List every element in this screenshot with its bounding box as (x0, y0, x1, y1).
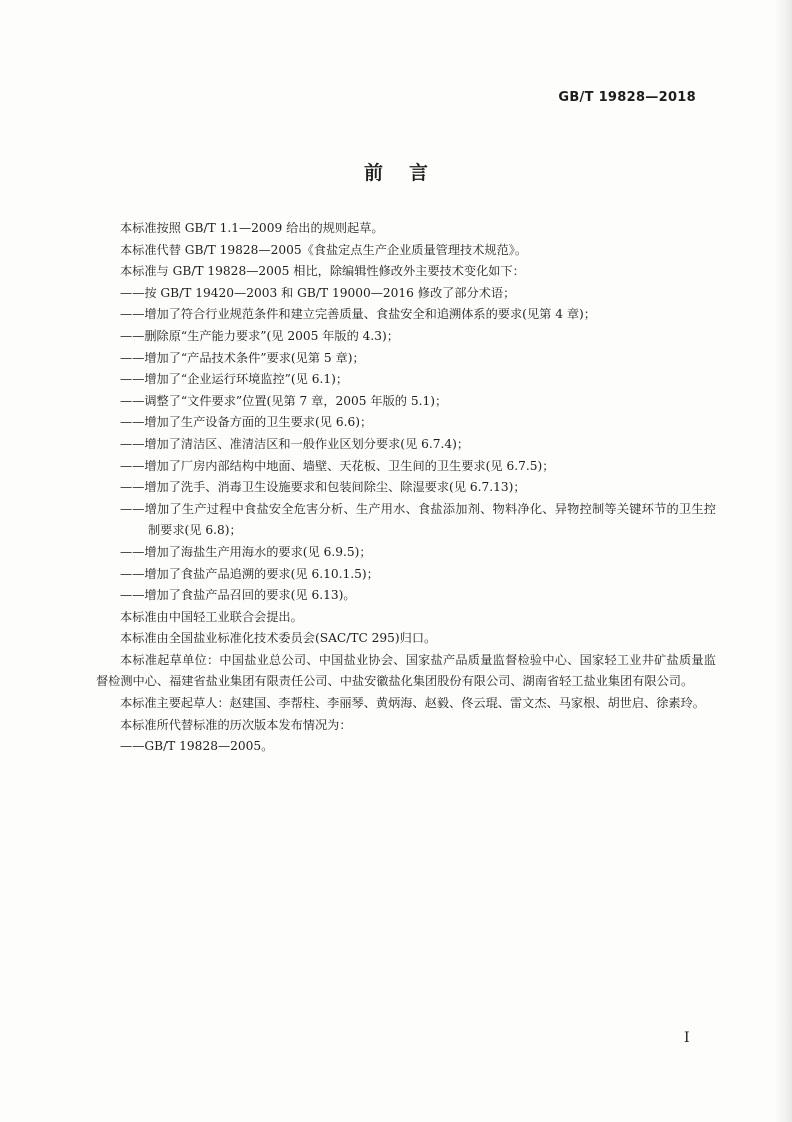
paragraph-drafting-rules: 本标准按照 GB/T 1.1—2009 给出的规则起草。 (120, 221, 384, 235)
history-item: ——GB/T 19828—2005。 (120, 739, 274, 754)
change-item: ——增加了清洁区、准清洁区和一般作业区划分要求(见 6.7.4)； (120, 436, 470, 451)
change-item: ——增加了食盐产品召回的要求(见 6.13)。 (120, 588, 356, 603)
standard-number: GB/T 19828—2018 (558, 90, 696, 105)
paragraph-changes-intro: 本标准与 GB/T 19828—2005 相比，除编辑性修改外主要技术变化如下： (120, 264, 525, 279)
page-number: I (684, 1030, 690, 1046)
change-item: ——删除原“生产能力要求”(见 2005 年版的 4.3)； (120, 328, 399, 343)
foreword-body (96, 218, 716, 758)
paragraph-proposed-by: 本标准由中国轻工业联合会提出。 (120, 609, 303, 624)
paragraph-drafting-units: 本标准起草单位：中国盐业总公司、中国盐业协会、国家盐产品质量监督检验中心、国家轻工业井矿盐质量监督检测中心、福建省盐业集团有限责任公司、中盐安徽盐化集团股份有限公司、湖南省轻工盐业集团有限公司。 (96, 652, 716, 689)
page-title: 前言 (363, 162, 454, 184)
change-item: ——增加了厂房内部结构中地面、墙壁、天花板、卫生间的卫生要求(见 6.7.5)； (120, 458, 555, 473)
change-item: ——增加了符合行业规范条件和建立完善质量、食盐安全和追溯体系的要求(见第 4 章)； (120, 307, 596, 322)
change-item: ——增加了生产过程中食盐安全危害分析、生产用水、食盐添加剂、物料净化、异物控制等关键环节的卫生控制要求(见 6.8)； (120, 501, 716, 538)
change-item: ——增加了“企业运行环境监控”(见 6.1)； (120, 372, 349, 387)
change-item: ——调整了“文件要求”位置(见第 7 章，2005 年版的 5.1)； (120, 393, 448, 408)
change-item: ——增加了海盐生产用海水的要求(见 6.9.5)； (120, 544, 372, 559)
change-item: ——增加了洗手、消毒卫生设施要求和包装间除尘、除湿要求(见 6.7.13)； (120, 480, 526, 495)
paragraph-replaces: 本标准代替 GB/T 19828—2005《食盐定点生产企业质量管理技术规范》。 (120, 242, 528, 257)
change-item: ——增加了生产设备方面的卫生要求(见 6.6)； (120, 415, 373, 430)
change-item: ——增加了食盐产品追溯的要求(见 6.10.1.5)； (120, 566, 379, 581)
change-item: ——按 GB/T 19420—2003 和 GB/T 19000—2016 修改了部分术语； (120, 285, 516, 300)
paragraph-history-intro: 本标准所代替标准的历次版本发布情况为： (120, 717, 352, 732)
paragraph-drafters: 本标准主要起草人：赵建国、李帮柱、李丽琴、黄炳海、赵毅、佟云琨、雷文杰、马家根、胡世启、徐素玲。 (120, 696, 705, 711)
change-item: ——增加了“产品技术条件”要求(见第 5 章)； (120, 350, 365, 365)
paragraph-under-jurisdiction: 本标准由全国盐业标准化技术委员会(SAC/TC 295)归口。 (120, 631, 437, 646)
